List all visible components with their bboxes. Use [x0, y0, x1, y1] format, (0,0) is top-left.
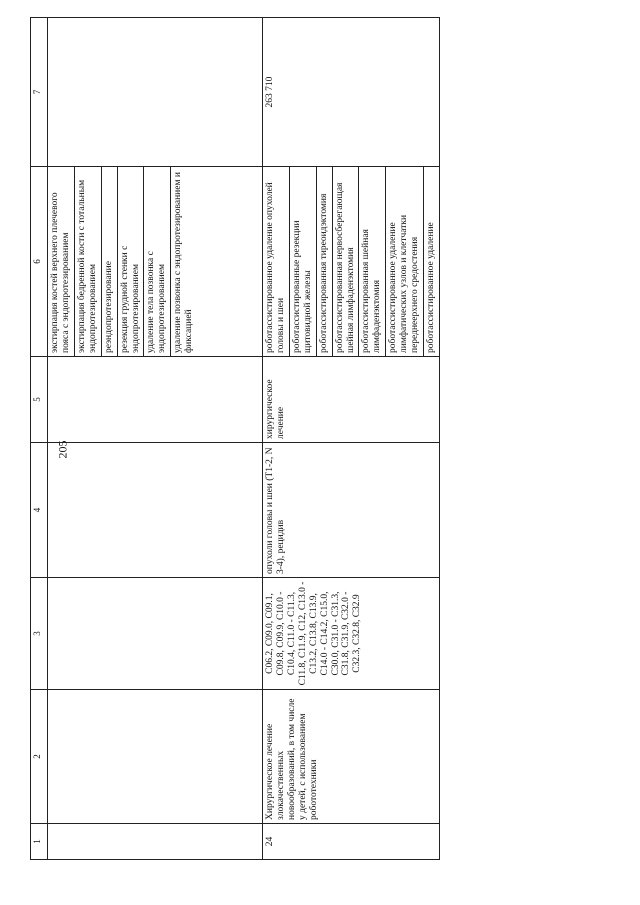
procedures-table: [30, 17, 440, 860]
procedure-name: Хирургическое лечение злокачественных новообразований, в том числе у детей, с использованием робототехники: [263, 690, 440, 824]
list-item: удаление тела позвонка с эндопротезированием: [144, 167, 171, 356]
page-number: 205: [55, 440, 70, 459]
header-col-2: 2: [31, 690, 48, 824]
list-item: реэндопротезирование: [101, 167, 117, 356]
methods-list: [263, 167, 439, 356]
header-col-1: 1: [31, 824, 48, 860]
table-row-24: [263, 18, 440, 860]
list-item: роботассистированное удаление опухолей головы и шеи: [263, 167, 289, 356]
document-sheet: [30, 18, 620, 860]
header-col-6: 6: [31, 167, 48, 357]
prev-procedures-list: [48, 167, 197, 356]
cost-value: 263 710: [263, 18, 440, 167]
list-item: роботассистированные резекции щитовидной железы: [289, 167, 316, 356]
header-col-3: 3: [31, 578, 48, 690]
continued-row: [48, 18, 263, 860]
list-item: удаление позвонка с эндопротезированием и фиксацией: [173, 172, 195, 353]
list-item: роботассистированная шейная лимфаденэктомия: [359, 167, 386, 356]
header-row: [31, 18, 48, 860]
header-col-4: 4: [31, 443, 48, 578]
treatment-type: хирургическое лечение: [263, 357, 440, 443]
list-item: экстирпация костей верхнего плечевого пояса с эндопротезированием: [48, 167, 74, 356]
list-item: роботассистированная нервосберегающая шейная лимфаденэктомия: [332, 167, 359, 356]
list-item: роботассистированное удаление: [426, 222, 437, 353]
header-col-5: 5: [31, 357, 48, 443]
list-item: резекция грудной стенки с эндопротезированием: [117, 167, 144, 356]
header-col-7: 7: [31, 18, 48, 167]
list-item: экстирпация бедренной кости с тотальным эндопротезированием: [74, 167, 101, 356]
icd-codes: C06.2, C09.0, C09.1, C09.8, C09.9, C10.0 - C10.4, C11.0 - C11.3, C11.8, C11.9, C12, C13.0 - C13.2, C13.8, C13.9, C14.0 - C14.2, C15.0, C30.0, C31.0 - C31.3, C31.8, C31.9, C32.0 - C32.3, C32.8, C32.9: [263, 578, 440, 690]
list-item: роботассистированное удаление лимфатических узлов и клетчатки переднеерхнего средостения: [386, 167, 424, 356]
list-item: роботассистированная тиреоидэктомия: [316, 167, 332, 356]
row-number: 24: [263, 824, 440, 860]
patient-model: опухоли головы и шеи (T1-2, N 3-4), рецидив: [263, 443, 440, 578]
